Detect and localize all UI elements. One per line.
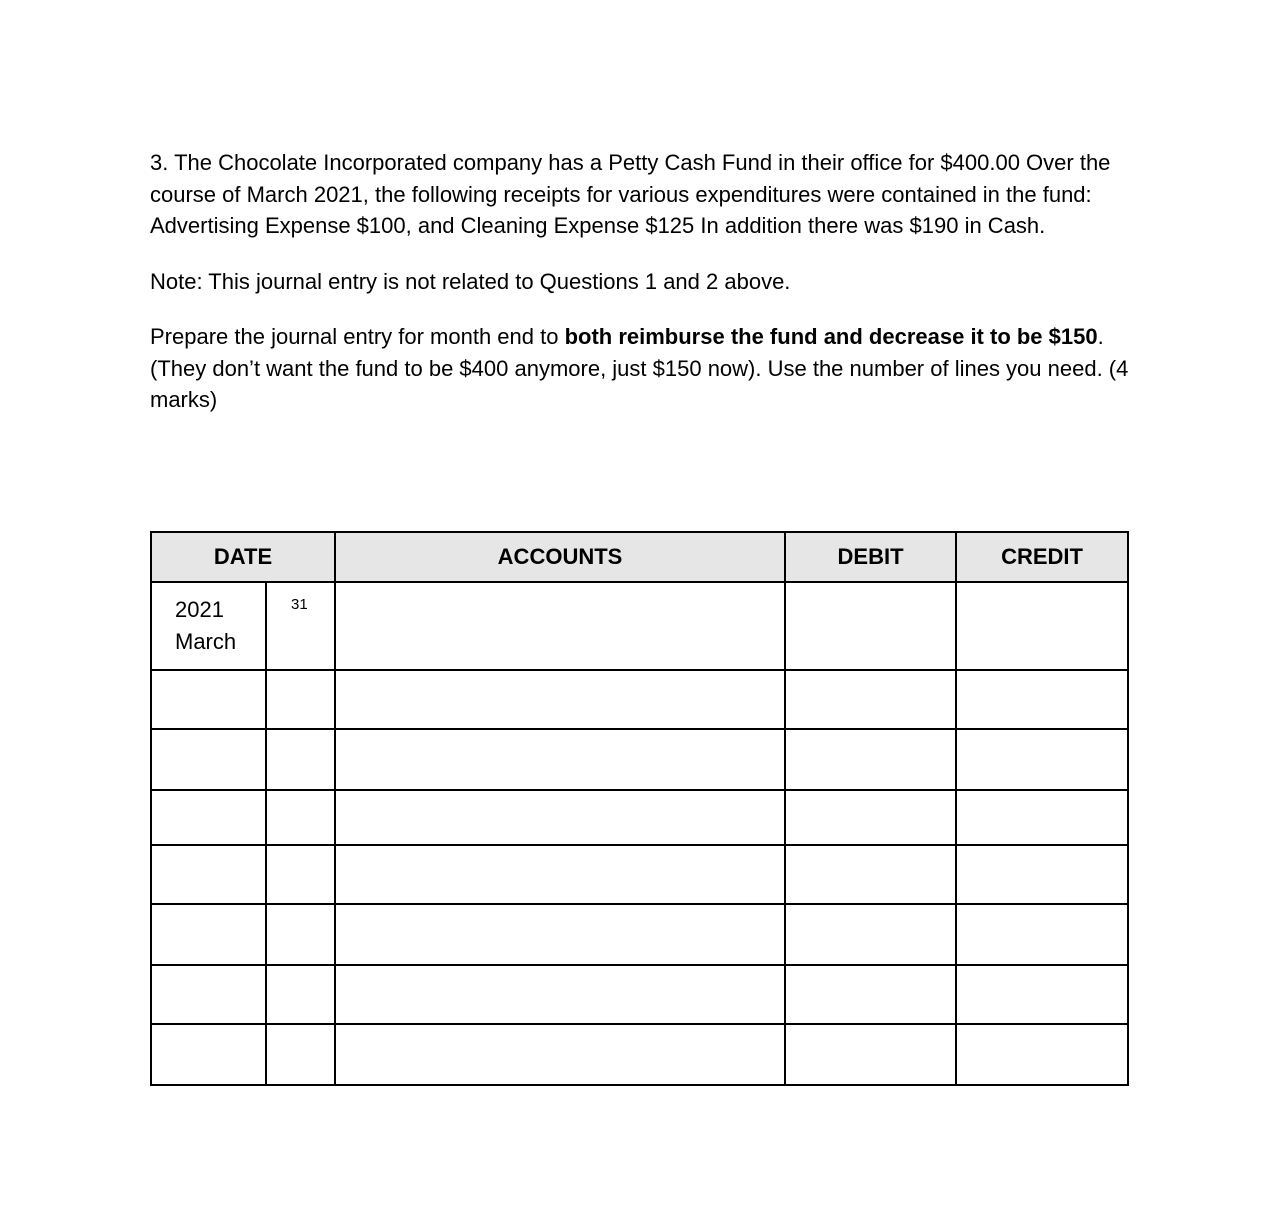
debit-cell[interactable] <box>785 790 956 845</box>
debit-cell[interactable] <box>785 845 956 904</box>
date-month-cell[interactable] <box>151 670 266 729</box>
date-month-cell[interactable] <box>151 1024 266 1085</box>
date-day-cell[interactable] <box>266 670 335 729</box>
journal-row <box>151 965 1128 1024</box>
journal-row <box>151 845 1128 904</box>
date-column-header: DATE <box>151 532 335 582</box>
accounts-cell[interactable] <box>335 845 785 904</box>
journal-row <box>151 582 1128 670</box>
journal-row <box>151 729 1128 790</box>
debit-cell[interactable] <box>785 904 956 965</box>
instruction-text-end: . (They don’t want the fund to be $400 anymore, just $150 now). Use the number of lines you need. (4 marks) <box>150 324 1129 412</box>
entry-day: 31 <box>291 596 308 613</box>
instruction-text-start: Prepare the journal entry for month end to <box>150 324 565 349</box>
date-month-cell <box>151 582 266 670</box>
accounts-cell[interactable] <box>335 670 785 729</box>
date-day-cell[interactable] <box>266 965 335 1024</box>
credit-cell[interactable] <box>956 790 1128 845</box>
credit-cell[interactable] <box>956 1024 1128 1085</box>
debit-cell[interactable] <box>785 582 956 670</box>
debit-cell[interactable] <box>785 1024 956 1085</box>
journal-row <box>151 790 1128 845</box>
credit-cell[interactable] <box>956 729 1128 790</box>
credit-cell[interactable] <box>956 904 1128 965</box>
credit-cell[interactable] <box>956 670 1128 729</box>
accounts-column-header: ACCOUNTS <box>335 532 785 582</box>
date-day-cell[interactable] <box>266 1024 335 1085</box>
journal-row <box>151 904 1128 965</box>
date-day-cell <box>266 582 335 670</box>
accounts-cell[interactable] <box>335 729 785 790</box>
date-month-cell[interactable] <box>151 790 266 845</box>
debit-cell[interactable] <box>785 729 956 790</box>
debit-column-header: DEBIT <box>785 532 956 582</box>
date-day-cell[interactable] <box>266 845 335 904</box>
question-note: Note: This journal entry is not related to Questions 1 and 2 above. <box>150 268 791 294</box>
question-block <box>150 147 1135 416</box>
accounts-cell[interactable] <box>335 790 785 845</box>
accounts-cell[interactable] <box>335 904 785 965</box>
question-instruction <box>150 321 1135 416</box>
date-day-cell[interactable] <box>266 729 335 790</box>
question-paragraph: 3. The Chocolate Incorporated company has a Petty Cash Fund in their office for $400.00 Over the course of March 2021, the following receipts for various expenditures were contained in the fund: Advertising Expense $100, and Cleaning Expense $125 In addition there was $190 in Cash. <box>150 150 1111 238</box>
date-month-cell[interactable] <box>151 845 266 904</box>
journal-row <box>151 670 1128 729</box>
accounts-cell[interactable] <box>335 1024 785 1085</box>
debit-cell[interactable] <box>785 670 956 729</box>
date-month-cell[interactable] <box>151 904 266 965</box>
credit-column-header: CREDIT <box>956 532 1128 582</box>
journal-header-row <box>151 532 1128 582</box>
entry-month: March <box>175 629 237 654</box>
journal-row <box>151 1024 1128 1085</box>
date-month-cell[interactable] <box>151 965 266 1024</box>
accounts-cell[interactable] <box>335 582 785 670</box>
debit-cell[interactable] <box>785 965 956 1024</box>
date-month-cell[interactable] <box>151 729 266 790</box>
credit-cell[interactable] <box>956 582 1128 670</box>
journal-entry-table <box>150 531 1129 1086</box>
accounts-cell[interactable] <box>335 965 785 1024</box>
instruction-text-bold: both reimburse the fund and decrease it to be $150 <box>564 324 1098 349</box>
date-day-cell[interactable] <box>266 790 335 845</box>
date-day-cell[interactable] <box>266 904 335 965</box>
credit-cell[interactable] <box>956 965 1128 1024</box>
entry-year: 2021 <box>175 597 224 622</box>
credit-cell[interactable] <box>956 845 1128 904</box>
